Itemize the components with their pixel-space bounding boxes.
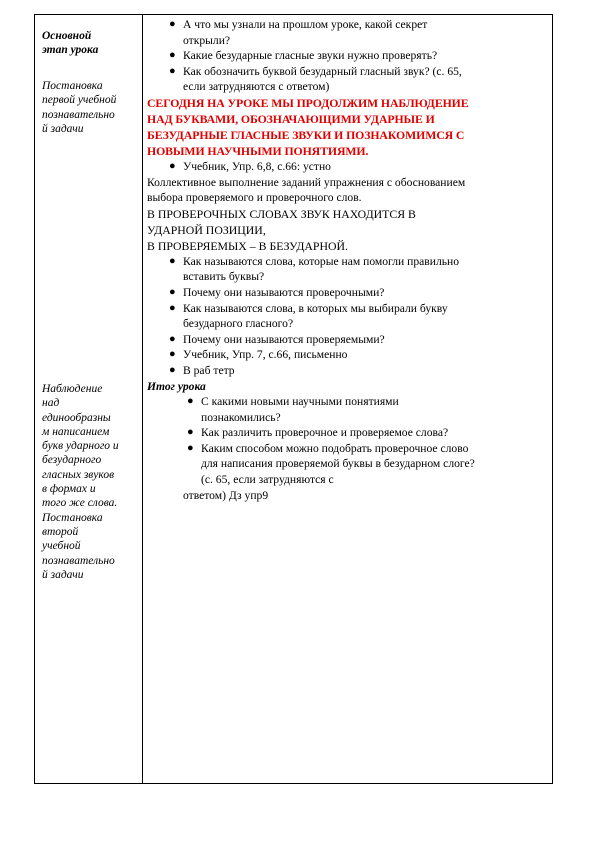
list-item: ● Каким способом можно подобрать проверочное слово для написания проверяемой буквы в безударном слоге? <box>187 441 475 471</box>
bullet-icon: ● <box>187 395 194 408</box>
bullet-icon: ● <box>169 285 176 298</box>
rule-checking-words: В ПРОВЕРОЧНЫХ СЛОВАХ ЗВУК НАХОДИТСЯ В УДАРНОЙ ПОЗИЦИИ, <box>147 206 416 237</box>
bullet-icon: ● <box>169 49 176 62</box>
list-item: ● Как называются слова, в которых мы выбирали букву безударного гласного? <box>169 301 448 331</box>
list-item: ● Почему они называются проверочными? <box>169 285 385 299</box>
bullet-icon: ● <box>187 441 194 454</box>
list-item: ● Учебник, Упр. 7, с.66, письменно <box>169 348 348 362</box>
stage-main-title: Основной этап урока <box>42 30 99 57</box>
hint-text: (с. 65, если затрудняются с <box>201 473 334 487</box>
lesson-plan-table <box>34 14 553 784</box>
list-item: ● Какие безударные гласные звуки нужно проверять? <box>169 49 438 63</box>
bullet-icon: ● <box>169 18 176 30</box>
list-item: ● Почему они называются проверяемыми? <box>169 332 385 346</box>
bullet-icon: ● <box>169 348 176 361</box>
bullet-icon: ● <box>187 426 194 439</box>
list-item: ● Как различить проверочное и проверяемое слова? <box>187 426 449 440</box>
bullet-icon: ● <box>169 363 176 376</box>
list-item: ● Как обозначить буквой безударный гласный звук? (с. 65, если затрудняются с ответом) <box>169 64 462 94</box>
collective-work-text: Коллективное выполнение заданий упражнения с обоснованием выбора проверяемого и проверочного слов. <box>147 175 466 205</box>
list-item: ● В раб тетр <box>169 363 235 377</box>
column-divider <box>142 15 143 783</box>
rule-checked-words: В ПРОВЕРЯЕМЫХ – В БЕЗУДАРНОЙ. <box>147 238 348 253</box>
bullet-icon: ● <box>169 254 176 267</box>
list-item: ● С какими новыми научными понятиями познакомились? <box>187 395 399 424</box>
content-column <box>147 17 547 503</box>
bullet-icon: ● <box>169 301 176 314</box>
bullet-icon: ● <box>169 64 176 77</box>
summary-title: Итог урока <box>147 379 206 393</box>
stage-observation: Наблюдение над единообразны м написанием букв ударного и безударного гласных звуков в формах и того же слова. Постановка второй учебной познавательно й задачи <box>42 383 119 581</box>
list-item: ● Как называются слова, которые нам помогли правильно вставить буквы? <box>169 254 460 284</box>
bullet-icon: ● <box>169 159 176 172</box>
homework-text: ответом) Дз упр9 <box>183 488 269 502</box>
bullet-icon: ● <box>169 332 176 345</box>
list-item: ● А что мы узнали на прошлом уроке, какой секрет открыли? <box>169 18 428 47</box>
lesson-goal-announcement: СЕГОДНЯ НА УРОКЕ МЫ ПРОДОЛЖИМ НАБЛЮДЕНИЕ НАД БУКВАМИ, ОБОЗНАЧАЮЩИМИ УДАРНЫЕ И БЕЗУДАРНЫЕ ГЛАСНЫЕ ЗВУКИ И ПОЗНАКОМИМСЯ С НОВЫМИ НАУЧНЫМИ ПОНЯТИЯМИ. <box>147 95 469 158</box>
stage-first-task: Постановка первой учебной познавательно й задачи <box>42 80 117 135</box>
list-item: ● Учебник, Упр. 6,8, с.66: устно <box>169 159 331 173</box>
